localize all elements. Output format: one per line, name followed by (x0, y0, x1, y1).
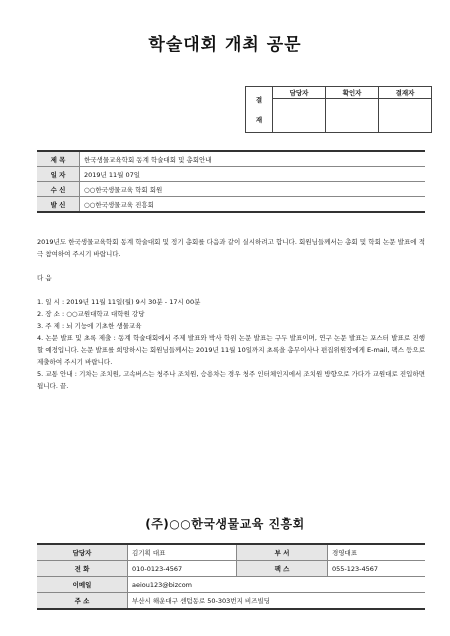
info-row-subject (37, 151, 425, 167)
contact-value: 055-123-4567 (328, 561, 426, 577)
approval-side-char-2: 재 (255, 115, 263, 124)
info-row-recipient (37, 182, 425, 197)
contact-label: 이메일 (37, 577, 128, 593)
contact-value: 010-0123-4567 (128, 561, 237, 577)
approval-sign-approver[interactable] (379, 98, 432, 133)
approval-header-reviewer: 확인자 (326, 87, 379, 99)
contact-row (37, 561, 425, 577)
approval-box (245, 86, 432, 133)
address-value: 부산시 해운대구 센텀동로 50-303번지 비즈빌딩 (128, 593, 426, 610)
contact-row-address (37, 593, 425, 610)
approval-header-manager: 담당자 (273, 87, 326, 99)
contact-label: 팩 스 (237, 561, 328, 577)
info-row-sender (37, 197, 425, 213)
document-title: 학술대회 개최 공문 (148, 35, 302, 55)
approval-header-approver: 결재자 (379, 87, 432, 99)
list-item: 5. 교통 안내 : 기차는 조치원, 고속버스는 청주나 조치원, 승용차는 경우 청주 인터체인지에서 조치원 방향으로 가다가 교원대로 진입하면 됩니다. 끝. (37, 370, 425, 390)
contact-label: 전 화 (37, 561, 128, 577)
contact-value: 경영대표 (328, 544, 426, 561)
info-table (37, 150, 425, 213)
email-link[interactable]: aeiou123@bizcom (128, 577, 426, 593)
contact-row-email (37, 577, 425, 593)
contact-label: 담당자 (37, 544, 128, 561)
document-body (37, 236, 425, 392)
info-value: ○○한국생물교육 진흥회 (80, 197, 426, 213)
info-row-date (37, 167, 425, 182)
sender-signature: (주)○○한국생물교육 진흥회 (145, 517, 305, 531)
contact-label: 주 소 (37, 593, 128, 610)
list-item: 3. 주 제 : 뇌 기능에 기초한 생물교육 (37, 322, 142, 330)
list-item: 4. 논문 발표 및 초록 제출 : 동계 학술대회에서 주제 발표와 박사 학위 논문 발표는 구두 발표이며, 연구 논문 발표는 포스터 발표로 진행할 예정입니다. 논문 발표를 희망하시는 회원님들께서는 2019년 11월 10일까지 초록을 총무이사나 편집위원장에게 E-mail, 팩스 등으로 제출하여 주시기 바랍니다. (37, 334, 425, 366)
info-label: 일 자 (37, 167, 80, 182)
approval-sign-reviewer[interactable] (326, 98, 379, 133)
info-value: 한국생물교육학회 동계 학술대회 및 총회안내 (80, 151, 426, 167)
intro-paragraph: 2019년도 한국생물교육학회 동계 학술대회 및 정기 총회를 다음과 같이 실시하려고 합니다. 회원님들께서는 총회 및 학회 논문 발표에 적극 참여하여 주시기 바랍니다. (37, 238, 425, 258)
contact-table (37, 543, 425, 610)
list-item: 1. 일 시 : 2019년 11월 11일(월) 9시 30분 - 17시 00분 (37, 298, 201, 306)
approval-sign-manager[interactable] (273, 98, 326, 133)
info-label: 수 신 (37, 182, 80, 197)
info-label: 제 목 (37, 151, 80, 167)
da-eum-heading: 다 음 (37, 274, 52, 282)
info-label: 발 신 (37, 197, 80, 213)
info-value: 2019년 11월 07일 (80, 167, 426, 182)
info-value: ○○한국생물교육 학회 회원 (80, 182, 426, 197)
contact-label: 부 서 (237, 544, 328, 561)
approval-side-char-1: 결 (255, 95, 263, 104)
contact-row (37, 544, 425, 561)
contact-value: 김기획 대표 (128, 544, 237, 561)
list-item: 2. 장 소 : ○○교원대학교 대학원 강당 (37, 310, 145, 318)
approval-side-label (246, 87, 273, 133)
